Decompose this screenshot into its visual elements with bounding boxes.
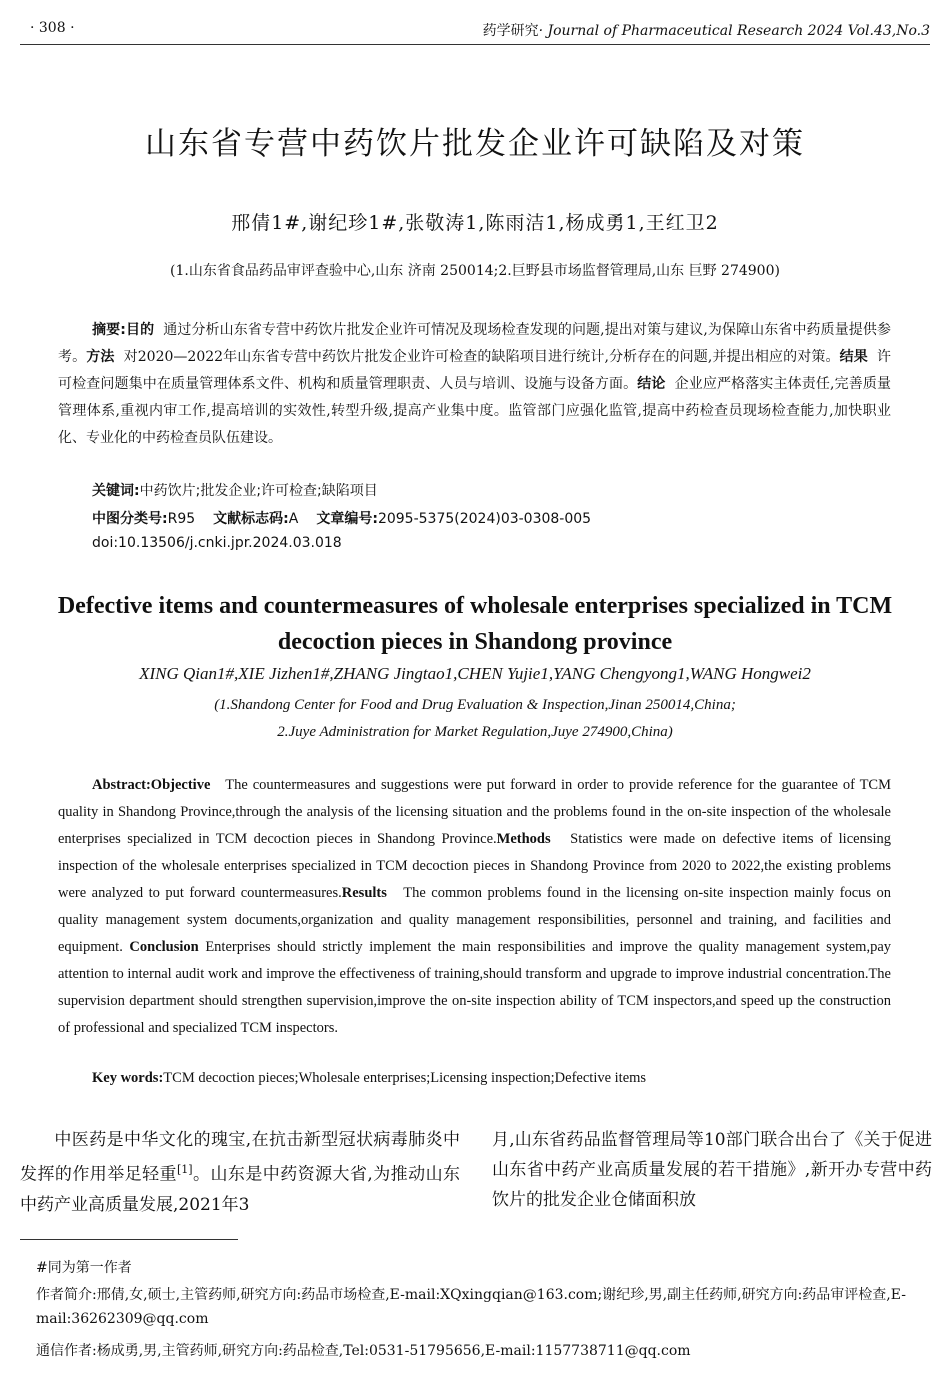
methods-en-label: Methods xyxy=(496,831,551,847)
article-number-label: 文章编号: xyxy=(316,511,378,527)
results-en-label: Results xyxy=(341,885,387,901)
footnote-rule xyxy=(20,1239,238,1240)
footnote-author-bio: 作者简介:邢倩,女,硕士,主管药师,研究方向:药品市场检查,E-mail:XQxingqian@163.com;谢纪珍,男,副主任药师,研究方向:药品审评检查,E-mail:36262309@qq.com xyxy=(36,1287,906,1327)
objective-en-label: Objective xyxy=(150,777,211,793)
body-text-right: 月,山东省药品监督管理局等10部门联合出台了《关于促进山东省中药产业高质量发展的若干措施》,新开办专营中药饮片的批发企业仓储面积放 xyxy=(492,1130,932,1210)
conclusion-text: 企业应严格落实主体责任,完善质量管理体系,重视内审工作,提高培训的实效性,转型升级,提高产业集中度。监管部门应强化监管,提高中药检查员现场检查能力,加快职业化、专业化的中药检查员队伍建设。 xyxy=(58,376,892,446)
abstract-en xyxy=(58,772,891,1042)
footnote-first-author: #同为第一作者 xyxy=(36,1260,132,1276)
doc-code-label: 文献标志码: xyxy=(213,511,289,527)
authors-en: XING Qian1#,XIE Jizhen1#,ZHANG Jingtao1,CHEN Yujie1,YANG Chengyong1,WANG Hongwei2 xyxy=(139,664,811,683)
authors-cn: 邢倩1#,谢纪珍1#,张敬涛1,陈雨洁1,杨成勇1,王红卫2 xyxy=(231,212,719,234)
conclusion-en-label: Conclusion xyxy=(129,939,199,955)
results-text: 许可检查问题集中在质量管理体系文件、机构和质量管理职责、人员与培训、设施与设备方面。 xyxy=(58,349,892,392)
running-header xyxy=(483,20,930,40)
doc-code-value: A xyxy=(288,511,299,527)
citation-ref: [1] xyxy=(176,1163,193,1176)
affiliation-en-line-2: 2.Juye Administration for Market Regulation,Juye 274900,China) xyxy=(277,724,673,740)
methods-en-text: Statistics were made on defective items of licensing inspection of the wholesale enterprises specialized in TCM decoction pieces in Shandong Province from 2020 to 2022,the existing problems were analyzed to put forward countermeasures. xyxy=(58,831,891,901)
header-rule xyxy=(20,44,930,45)
classification-line xyxy=(92,508,892,528)
objective-en-text: The countermeasures and suggestions were put forward in order to provide reference for the guarantee of TCM quality in Shandong Province,through the analysis of the licensing situation and the problems found in the on-site inspection of the wholesale enterprises specialized in TCM decoction pieces in Shandong Province. xyxy=(58,777,891,847)
journal-name-en: · Journal of Pharmaceutical Research 2024 Vol.43,No.3 xyxy=(538,23,930,39)
conclusion-en-text: Enterprises should strictly implement the main responsibilities and improve the quality management system,pay attention to internal audit work and improve the effectiveness of training,should transform and upgrade to improve industrial concentration.The supervision department should strengthen supervision,improve the on-site inspection ability of TCM inspectors,and speed up the construction of professional and specialized TCM inspectors. xyxy=(58,939,892,1036)
objective-text: 通过分析山东省专营中药饮片批发企业许可情况及现场检查发现的问题,提出对策与建议,为保障山东省中药质量提供参考。 xyxy=(58,322,891,365)
affiliation-en xyxy=(0,692,950,746)
body-column-left xyxy=(20,1125,460,1220)
objective-label: 目的 xyxy=(125,322,155,338)
keywords-en-text: TCM decoction pieces;Wholesale enterprises;Licensing inspection;Defective items xyxy=(163,1070,647,1086)
abstract-cn xyxy=(58,317,891,452)
body-column-right xyxy=(492,1125,932,1215)
article-title-en: Defective items and countermeasures of wholesale enterprises specialized in TCM decoction pieces in Shandong province xyxy=(57,593,893,655)
keywords-cn xyxy=(92,480,892,500)
footnote-corresponding: 通信作者:杨成勇,男,主管药师,研究方向:药品检查,Tel:0531-51795656,E-mail:1157738711@qq.com xyxy=(36,1343,691,1359)
keywords-en-label: Key words: xyxy=(92,1070,164,1086)
clc-label: 中图分类号: xyxy=(92,511,168,527)
abstract-label: 摘要: xyxy=(92,322,126,338)
article-number-value: 2095-5375(2024)03-0308-005 xyxy=(377,511,592,527)
keywords-label: 关键词: xyxy=(92,483,140,499)
article-title-cn: 山东省专营中药饮片批发企业许可缺陷及对策 xyxy=(145,126,805,162)
abstract-en-label: Abstract: xyxy=(92,777,151,793)
body-text-left-cont: 。山东是中药资源大省,为推动山东中药产业高质量发展,2021年3 xyxy=(20,1164,461,1215)
page-number: · 308 · xyxy=(30,20,75,36)
results-en-text: The common problems found in the licensing on-site inspection mainly focus on quality management system documents,organization and quality management responsibilities, personnel and training, and facilities and equipment. xyxy=(58,885,892,955)
affiliation-cn: (1.山东省食品药品审评查验中心,山东 济南 250014;2.巨野县市场监督管理局,山东 巨野 274900) xyxy=(170,263,780,279)
journal-name-cn: 药学研究 xyxy=(482,23,539,39)
body-text-left: 中医药是中华文化的瑰宝,在抗击新型冠状病毒肺炎中发挥的作用举足轻重 xyxy=(20,1130,460,1185)
doi: doi:10.13506/j.cnki.jpr.2024.03.018 xyxy=(92,535,342,551)
keywords-en xyxy=(92,1070,892,1087)
keywords-text: 中药饮片;批发企业;许可检查;缺陷项目 xyxy=(139,483,378,499)
methods-text: 对2020—2022年山东省专营中药饮片批发企业许可检查的缺陷项目进行统计,分析存在的问题,并提出相应的对策。 xyxy=(123,349,840,365)
conclusion-label: 结论 xyxy=(637,376,666,392)
results-label: 结果 xyxy=(839,349,868,365)
methods-label: 方法 xyxy=(86,349,115,365)
affiliation-en-line-1: (1.Shandong Center for Food and Drug Evaluation & Inspection,Jinan 250014,China; xyxy=(214,697,736,713)
clc-value: R95 xyxy=(167,511,196,527)
